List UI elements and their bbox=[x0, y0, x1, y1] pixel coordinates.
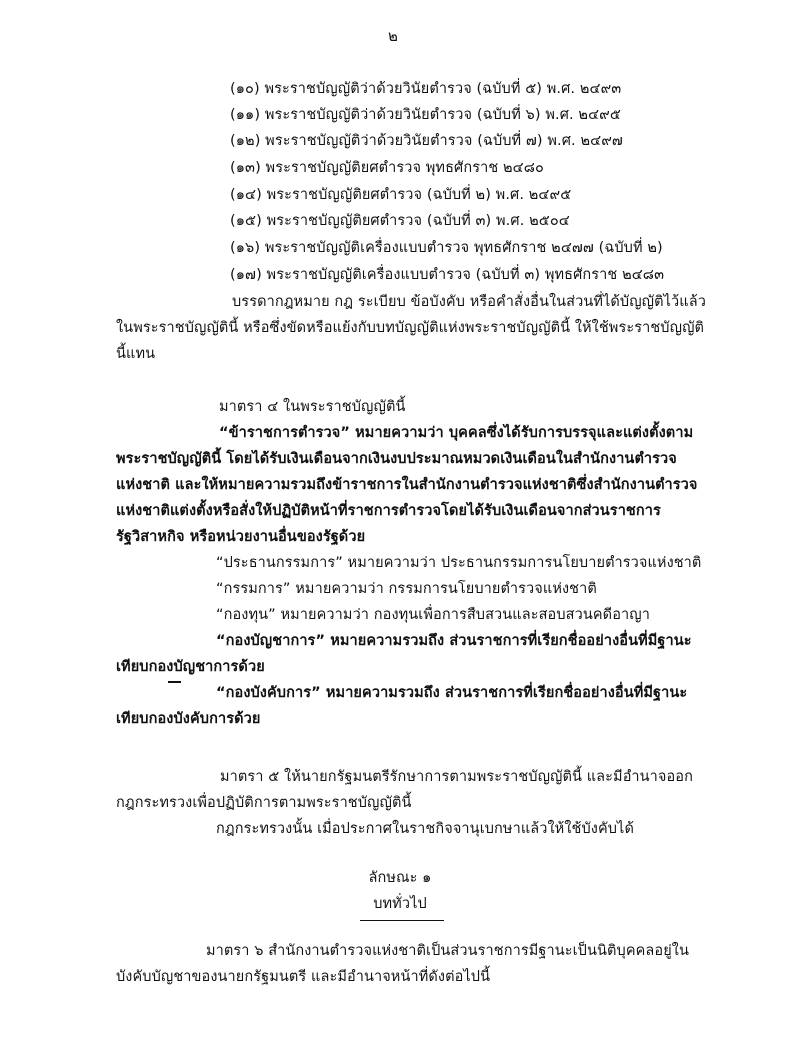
chapter-underline bbox=[360, 920, 444, 921]
paragraph-line: นี้แทน bbox=[116, 346, 156, 362]
chapter-title: บททั่วไป bbox=[373, 896, 427, 912]
paragraph-line: บรรดากฎหมาย กฎ ระเบียบ ข้อบังคับ หรือคำสั่งอื่นในส่วนที่ได้บัญญัติไว้แล้ว bbox=[232, 294, 706, 310]
chapter-number: ลักษณะ ๑ bbox=[368, 870, 432, 886]
definition-line: เทียบกองบัญชาการด้วย bbox=[116, 659, 265, 675]
paragraph-line: กฎกระทรวงเพื่อปฏิบัติการตามพระราชบัญญัตินี้ bbox=[116, 795, 412, 811]
repealed-law-11: (๑๑) พระราชบัญญัติว่าด้วยวินัยตำรวจ (ฉบับที่ ๖) พ.ศ. ๒๔๙๕ bbox=[230, 107, 621, 123]
repealed-law-17: (๑๗) พระราชบัญญัติเครื่องแบบตำรวจ (ฉบับที่ ๓) พุทธศักราช ๒๔๘๓ bbox=[230, 267, 665, 283]
paragraph-line: บังคับบัญชาของนายกรัฐมนตรี และมีอำนาจหน้าที่ดังต่อไปนี้ bbox=[116, 969, 491, 985]
definition-committee: “กรรมการ” หมายความว่า กรรมการนโยบายตำรวจแห่งชาติ bbox=[216, 581, 597, 597]
pen-mark bbox=[168, 681, 181, 683]
definition-line: แห่งชาติ และให้หมายความรวมถึงข้าราชการในสำนักงานตำรวจแห่งชาติซึ่งสำนักงานตำรวจ bbox=[116, 477, 698, 493]
definition-line: พระราชบัญญัตินี้ โดยได้รับเงินเดือนจากเงินงบประมาณหมวดเงินเดือนในสำนักงานตำรวจ bbox=[116, 451, 677, 467]
section-4-heading: มาตรา ๔ ในพระราชบัญญัตินี้ bbox=[219, 399, 406, 415]
paragraph-line: มาตรา ๕ ให้นายกรัฐมนตรีรักษาการตามพระราชบัญญัตินี้ และมีอำนาจออก bbox=[220, 769, 693, 785]
page-number: ๒ bbox=[388, 27, 398, 45]
definition-chairman: “ประธานกรรมการ” หมายความว่า ประธานกรรมการนโยบายตำรวจแห่งชาติ bbox=[216, 555, 702, 571]
definition-line: “ข้าราชการตำรวจ” หมายความว่า บุคคลซึ่งได้รับการบรรจุและแต่งตั้งตาม bbox=[219, 425, 694, 441]
definition-line: “กองบังคับการ” หมายความรวมถึง ส่วนราชการที่เรียกชื่ออย่างอื่นที่มีฐานะ bbox=[216, 685, 688, 701]
repealed-law-10: (๑๐) พระราชบัญญัติว่าด้วยวินัยตำรวจ (ฉบับที่ ๕) พ.ศ. ๒๔๙๓ bbox=[230, 81, 622, 97]
repealed-law-13: (๑๓) พระราชบัญญัติยศตำรวจ พุทธศักราช ๒๔๘๐ bbox=[230, 160, 544, 176]
definition-fund: “กองทุน” หมายความว่า กองทุนเพื่อการสืบสวนและสอบสวนคดีอาญา bbox=[216, 607, 650, 623]
definition-line: รัฐวิสาหกิจ หรือหน่วยงานอื่นของรัฐด้วย bbox=[116, 529, 366, 545]
definition-line: แห่งชาติแต่งตั้งหรือสั่งให้ปฏิบัติหน้าที่ราชการตำรวจโดยได้รับเงินเดือนจากส่วนราชการ bbox=[116, 503, 661, 519]
paragraph-line: มาตรา ๖ สำนักงานตำรวจแห่งชาติเป็นส่วนราชการมีฐานะเป็นนิติบุคคลอยู่ใน bbox=[206, 943, 690, 959]
repealed-law-16: (๑๖) พระราชบัญญัติเครื่องแบบตำรวจ พุทธศักราช ๒๔๗๗ (ฉบับที่ ๒) bbox=[230, 240, 663, 256]
repealed-law-15: (๑๕) พระราชบัญญัติยศตำรวจ (ฉบับที่ ๓) พ.ศ. ๒๕๐๔ bbox=[230, 213, 570, 229]
paragraph-line: ในพระราชบัญญัตินี้ หรือซึ่งขัดหรือแย้งกับบทบัญญัติแห่งพระราชบัญญัตินี้ ให้ใช้พระราชบัญญัติ bbox=[116, 320, 705, 336]
definition-line: เทียบกองบังคับการด้วย bbox=[116, 711, 261, 727]
repealed-law-12: (๑๒) พระราชบัญญัติว่าด้วยวินัยตำรวจ (ฉบับที่ ๗) พ.ศ. ๒๔๙๗ bbox=[230, 133, 623, 149]
repealed-law-14: (๑๔) พระราชบัญญัติยศตำรวจ (ฉบับที่ ๒) พ.ศ. ๒๔๙๕ bbox=[230, 187, 572, 203]
definition-line: “กองบัญชาการ” หมายความรวมถึง ส่วนราชการที่เรียกชื่ออย่างอื่นที่มีฐานะ bbox=[216, 633, 692, 649]
paragraph-line: กฎกระทรวงนั้น เมื่อประกาศในราชกิจจานุเบกษาแล้วให้ใช้บังคับได้ bbox=[216, 821, 634, 837]
